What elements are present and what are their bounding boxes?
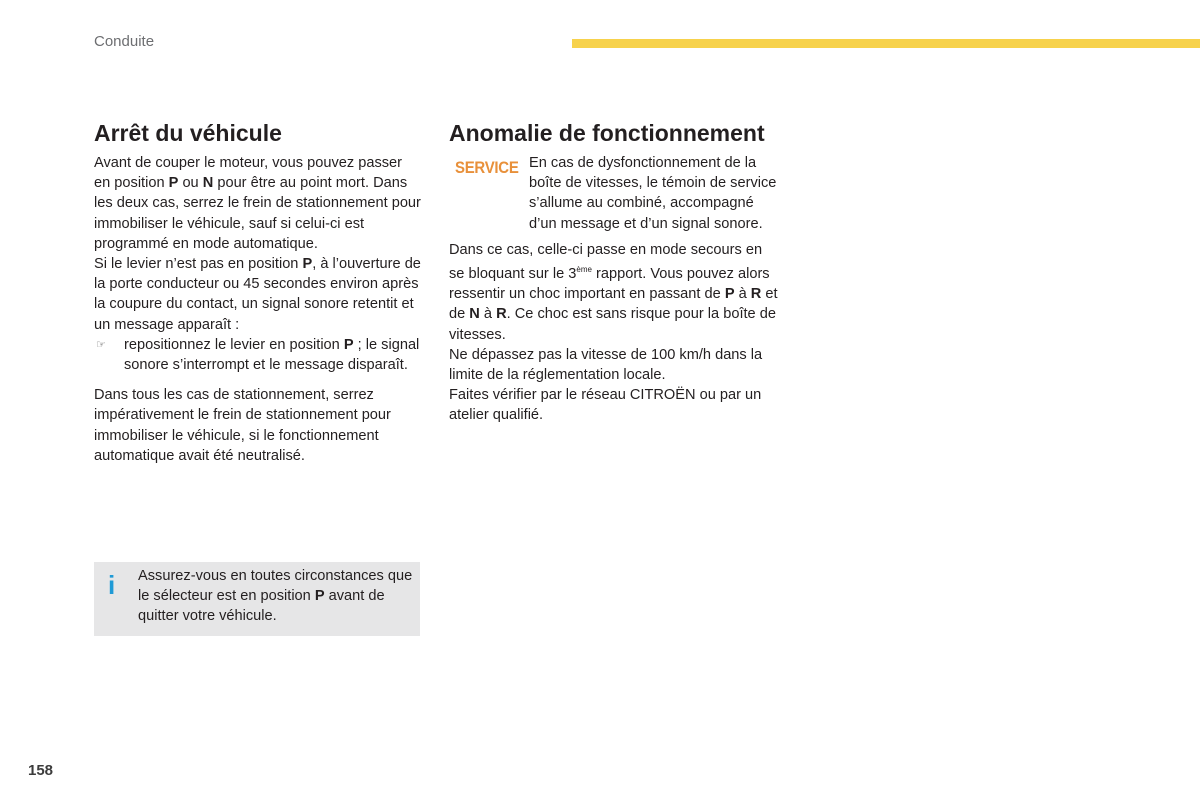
info-icon: i [108,570,116,600]
paragraph-stopping-3: Dans tous les cas de stationnement, serrez impérativement le frein de stationnement pour immobiliser le véhicule, si le fonctionnement automatique avait été neutralisé. [94,387,391,464]
section-label: Conduite [94,33,155,50]
section-title-stopping: Arrêt du véhicule [94,120,282,146]
paragraph-malfunction-2: Dans ce cas, celle-ci passe en mode secours en se bloquant sur le 3ème rapport. Vous pouvez alors ressentir un choc important en passant de P à R et de N à R. Ce choc est sans risque pour la boîte de vitesses. [449,241,778,343]
info-box [94,562,420,636]
paragraph-stopping-2: Si le levier n’est pas en position P, à l’ouverture de la porte conducteur ou 45 secondes environ après la coupure du contact, un signal sonore retentit et un message apparaît : [94,256,421,333]
service-warning-block [449,153,779,234]
info-text: Assurez-vous en toutes circonstances que le sélecteur est en position P avant de quitter votre véhicule. [138,568,413,625]
page-number: 158 [28,762,54,779]
bullet-text: repositionnez le levier en position P ; le signal sonore s’interrompt et le message disparaît. [124,336,420,374]
paragraph-malfunction-3: Ne dépassez pas la vitesse de 100 km/h dans la limite de la réglementation locale. [449,346,763,384]
paragraph-malfunction-4: Faites vérifier par le réseau CITROËN ou par un atelier qualifié. [449,387,762,424]
right-column [449,121,779,426]
service-warning-icon: SERVICE [455,158,519,177]
pointing-hand-icon: ☞ [96,338,106,351]
header-accent-bar [572,39,1200,48]
service-warning-text: En cas de dysfonctionnement de la boîte de vitesses, le témoin de service s’allume au combiné, accompagné d’un message et d’un signal sonore. [529,155,777,232]
instruction-bullet [94,335,422,375]
left-column [94,121,422,466]
section-title-malfunction: Anomalie de fonctionnement [449,120,765,146]
paragraph-stopping-1: Avant de couper le moteur, vous pouvez passer en position P ou N pour être au point mort. Dans les deux cas, serrez le frein de stationnement pour immobiliser le véhicule, sauf si celui-ci est programmé en mode automatique. [94,155,421,252]
